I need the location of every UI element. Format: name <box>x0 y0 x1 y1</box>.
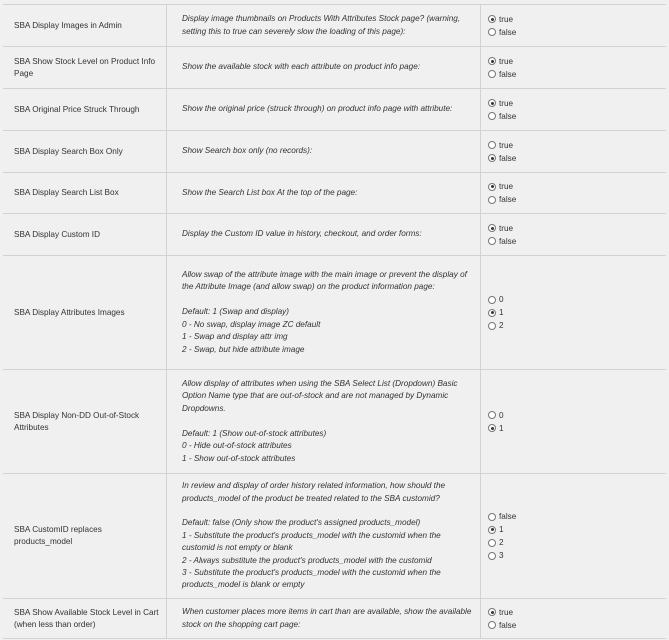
radio-button[interactable] <box>488 224 496 232</box>
radio-button[interactable] <box>488 70 496 78</box>
config-title: SBA Display Images in Admin <box>14 20 122 30</box>
config-description-line: 1 - Show out-of-stock attributes <box>182 453 296 463</box>
config-title: SBA Display Search List Box <box>14 188 119 197</box>
radio-option-false[interactable] <box>488 619 516 631</box>
config-description-line: Display the Custom ID value in history, checkout, and order forms: <box>182 229 422 239</box>
config-description-cell <box>167 89 481 130</box>
config-description-line: Default: false (Only show the product's assigned products_model) <box>182 518 421 528</box>
config-options-cell <box>481 173 666 213</box>
radio-button[interactable] <box>488 196 496 204</box>
radio-label: 2 <box>499 538 504 547</box>
config-row <box>3 4 666 46</box>
config-description-line: 0 - Hide out-of-stock attributes <box>182 441 292 451</box>
radio-label: true <box>499 223 514 233</box>
config-row <box>3 369 666 473</box>
config-options-cell <box>481 256 666 369</box>
config-title: SBA Display Custom ID <box>14 229 100 239</box>
radio-button[interactable] <box>488 526 496 534</box>
config-row <box>3 88 666 130</box>
radio-label: 0 <box>499 295 504 304</box>
radio-option-false[interactable] <box>488 26 516 38</box>
radio-option-true[interactable] <box>488 181 516 193</box>
config-description-line: Display image thumbnails on Products With Attributes Stock page? (warning, setting this to true can severely slow the loading of this page): <box>182 14 461 36</box>
config-options-cell <box>481 47 666 88</box>
radio-option-true[interactable] <box>488 606 516 618</box>
config-options-cell <box>481 474 666 598</box>
config-options-cell <box>481 214 666 255</box>
radio-option-false[interactable] <box>488 68 516 80</box>
config-description-line: Default: 1 (Swap and display) <box>182 307 289 317</box>
config-title-cell <box>3 173 167 213</box>
radio-option-false[interactable] <box>488 110 516 122</box>
config-options-cell <box>481 89 666 130</box>
radio-group <box>488 139 516 164</box>
radio-option-0[interactable] <box>488 294 504 306</box>
config-title: SBA Show Available Stock Level in Cart (when less than order) <box>14 607 159 629</box>
config-title: SBA Display Non-DD Out-of-Stock Attributes <box>14 410 140 432</box>
radio-label: 2 <box>499 321 504 330</box>
radio-group <box>488 55 516 80</box>
config-description-line: In review and display of order history related information, how should the products_model of the product be treated related to the SBA customid? <box>182 481 446 503</box>
radio-label: true <box>499 56 514 66</box>
radio-button[interactable] <box>488 513 496 521</box>
radio-option-false[interactable] <box>488 194 516 206</box>
radio-button[interactable] <box>488 296 496 304</box>
radio-option-true[interactable] <box>488 97 516 109</box>
config-description-line: Allow display of attributes when using the SBA Select List (Dropdown) Basic Option Name type that are out-of-stock and are not managed by Dynamic Dropdowns. <box>182 379 458 413</box>
radio-label: false <box>499 195 517 204</box>
config-description-cell <box>167 5 481 46</box>
config-title-cell <box>3 89 167 130</box>
radio-group <box>488 606 516 631</box>
radio-label: true <box>499 140 514 150</box>
config-description-line: 1 - Swap and display attr img <box>182 332 288 342</box>
radio-option-3[interactable] <box>488 550 516 562</box>
config-description-line: Allow swap of the attribute image with the main image or prevent the display of the Attribute Image (and allow swap) on the product information page: <box>182 270 467 292</box>
radio-button[interactable] <box>488 112 496 120</box>
config-options-cell <box>481 5 666 46</box>
radio-label: false <box>499 512 517 521</box>
radio-button[interactable] <box>488 154 496 162</box>
config-description-line: 1 - Substitute the product's products_model with the customid when the customid is not empty or blank <box>182 530 441 553</box>
config-description-line: When customer places more items in cart than are available, show the available stock on the shopping cart page: <box>182 607 472 629</box>
radio-option-true[interactable] <box>488 222 516 234</box>
radio-button[interactable] <box>488 99 496 107</box>
config-description-line: Default: 1 (Show out-of-stock attributes) <box>182 428 327 438</box>
config-row <box>3 598 666 639</box>
config-title-cell <box>3 47 167 88</box>
config-description-line: Show Search box only (no records): <box>182 146 313 156</box>
radio-label: 3 <box>499 551 504 560</box>
config-description-cell <box>167 474 481 598</box>
radio-button[interactable] <box>488 57 496 65</box>
config-title: SBA Display Attributes Images <box>14 307 125 317</box>
config-row <box>3 213 666 255</box>
radio-button[interactable] <box>488 552 496 560</box>
radio-label: 1 <box>499 423 504 433</box>
config-description-line: Show the original price (struck through) on product info page with attribute: <box>182 104 453 114</box>
radio-label: true <box>499 14 514 24</box>
config-title-cell <box>3 370 167 473</box>
config-description-cell <box>167 599 481 638</box>
radio-group <box>488 181 516 206</box>
config-description-cell <box>167 214 481 255</box>
radio-group <box>488 294 504 332</box>
radio-label: true <box>499 607 514 617</box>
radio-group <box>488 13 516 38</box>
radio-option-false[interactable] <box>488 511 516 523</box>
radio-label: true <box>499 98 514 108</box>
radio-group <box>488 97 516 122</box>
config-title-cell <box>3 599 167 638</box>
radio-option-1[interactable] <box>488 307 504 319</box>
config-row <box>3 473 666 598</box>
radio-option-true[interactable] <box>488 13 516 25</box>
config-description-line: Show the Search List box At the top of the page: <box>182 187 358 197</box>
radio-button[interactable] <box>488 424 496 432</box>
radio-label: false <box>499 620 517 630</box>
radio-label: true <box>499 182 514 191</box>
radio-label: false <box>499 69 517 79</box>
config-description-line: 3 - Substitute the product's products_model with the customid when the products_model is blank or empty <box>182 568 441 590</box>
config-title: SBA CustomID replaces products_model <box>14 525 102 546</box>
radio-button[interactable] <box>488 28 496 36</box>
config-row <box>3 255 666 369</box>
config-description-cell <box>167 131 481 172</box>
config-description-line: 0 - No swap, display image ZC default <box>182 319 321 329</box>
radio-option-false[interactable] <box>488 235 516 247</box>
config-title-cell <box>3 131 167 172</box>
radio-label: 0 <box>499 410 504 420</box>
config-description-cell <box>167 173 481 213</box>
radio-button[interactable] <box>488 621 496 629</box>
radio-button[interactable] <box>488 322 496 330</box>
config-options-cell <box>481 599 666 638</box>
config-title: SBA Display Search Box Only <box>14 146 123 156</box>
config-description-line: Show the available stock with each attribute on product info page: <box>182 62 421 72</box>
radio-label: false <box>499 153 517 163</box>
radio-label: false <box>499 27 517 37</box>
config-description-cell <box>167 370 481 473</box>
radio-group <box>488 222 516 247</box>
radio-button[interactable] <box>488 309 496 317</box>
radio-button[interactable] <box>488 237 496 245</box>
radio-button[interactable] <box>488 141 496 149</box>
radio-option-0[interactable] <box>488 409 504 421</box>
radio-label: 1 <box>499 525 504 534</box>
radio-label: 1 <box>499 308 504 317</box>
config-title-cell <box>3 214 167 255</box>
config-description-line: 2 - Swap, but hide attribute image <box>182 344 305 354</box>
config-row <box>3 46 666 88</box>
radio-option-false[interactable] <box>488 152 516 164</box>
config-description-cell <box>167 256 481 369</box>
radio-label: false <box>499 111 517 121</box>
radio-option-1[interactable] <box>488 524 516 536</box>
config-options-cell <box>481 131 666 172</box>
radio-label: false <box>499 236 517 246</box>
config-description-line: 2 - Always substitute the product's products_model with the customid <box>182 555 432 565</box>
radio-button[interactable] <box>488 608 496 616</box>
config-description-cell <box>167 47 481 88</box>
radio-button[interactable] <box>488 15 496 23</box>
radio-button[interactable] <box>488 539 496 547</box>
config-title-cell <box>3 5 167 46</box>
radio-option-2[interactable] <box>488 537 516 549</box>
config-options-cell <box>481 370 666 473</box>
radio-option-1[interactable] <box>488 422 504 434</box>
radio-option-2[interactable] <box>488 320 504 332</box>
radio-group <box>488 409 504 434</box>
radio-option-true[interactable] <box>488 55 516 67</box>
config-title-cell <box>3 474 167 598</box>
radio-button[interactable] <box>488 411 496 419</box>
config-row <box>3 172 666 213</box>
radio-button[interactable] <box>488 183 496 191</box>
radio-option-true[interactable] <box>488 139 516 151</box>
config-row <box>3 130 666 172</box>
config-title-cell <box>3 256 167 369</box>
radio-group <box>488 511 516 562</box>
config-title: SBA Original Price Struck Through <box>14 104 140 114</box>
config-title: SBA Show Stock Level on Product Info Page <box>14 56 156 78</box>
